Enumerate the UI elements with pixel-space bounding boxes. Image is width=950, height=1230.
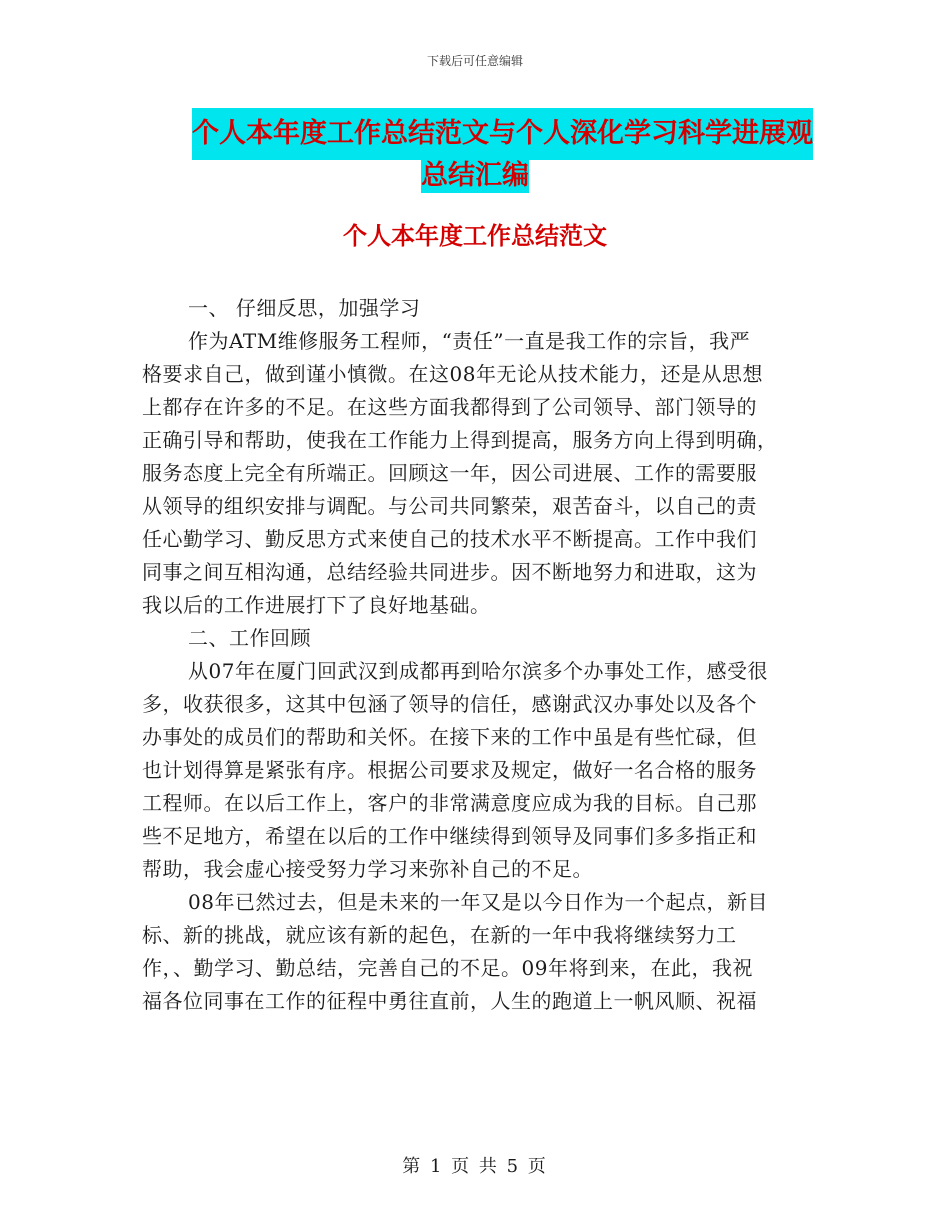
main-title-line2-wrap [0, 152, 950, 200]
paragraph-line: 任心勤学习、勤反思方式来使自己的技术水平不断提高。工作中我们 [142, 527, 757, 551]
paragraph-line: 格要求自己，做到谨小慎微。在这08年无论从技术能力，还是从思想 [142, 362, 763, 386]
paragraph-line: 从领导的组织安排与调配。与公司共同繁荣，艰苦奋斗，以自己的责 [142, 494, 757, 518]
header-note: 下载后可任意编辑 [426, 54, 523, 68]
paragraph-line: 多，收获很多，这其中包涵了领导的信任，感谢武汉办事处以及各个 [142, 692, 757, 716]
paragraph-line: 作为ATM维修服务工程师，“责任”一直是我工作的宗旨，我严 [188, 329, 751, 353]
paragraph-line: 正确引导和帮助，使我在工作能力上得到提高，服务方向上得到明确， [142, 428, 778, 452]
paragraph-line: 帮助，我会虚心接受努力学习来弥补自己的不足。 [142, 857, 593, 881]
paragraph-line: 标、新的挑战，就应该有新的起色，在新的一年中我将继续努力工 [142, 923, 737, 947]
paragraph-line: 从07年在厦门回武汉到成都再到哈尔滨多个办事处工作，感受很 [188, 659, 768, 683]
main-title-line2: 总结汇编 [421, 160, 529, 191]
paragraph-line: 办事处的成员们的帮助和关怀。在接下来的工作中虽是有些忙碌，但 [142, 725, 757, 749]
heading-2: 二、工作回顾 [188, 626, 311, 650]
paragraph-line: 些不足地方，希望在以后的工作中继续得到领导及同事们多多指正和 [142, 824, 757, 848]
paragraph-line: 作，、勤学习、勤总结，完善自己的不足。09年将到来，在此，我祝 [142, 956, 753, 980]
main-title-line1: 个人本年度工作总结范文与个人深化学习科学进展观 [192, 108, 813, 160]
section-title: 个人本年度工作总结范文 [343, 222, 607, 250]
heading-1: 一、 仔细反思，加强学习 [188, 296, 421, 320]
paragraph-line: 上都存在许多的不足。在这些方面我都得到了公司领导、部门领导的 [142, 395, 757, 419]
page-footer: 第 1 页 共 5 页 [402, 1156, 548, 1177]
paragraph-line: 我以后的工作进展打下了良好地基础。 [142, 593, 491, 617]
paragraph-line: 同事之间互相沟通，总结经验共同进步。因不断地努力和进取，这为 [142, 560, 757, 584]
paragraph-line: 08年已然过去，但是未来的一年又是以今日作为一个起点，新目 [188, 890, 768, 914]
paragraph-line: 也计划得算是紧张有序。根据公司要求及规定，做好一名合格的服务 [142, 758, 757, 782]
paragraph-line: 工程师。在以后工作上，客户的非常满意度应成为我的目标。自己那 [142, 791, 757, 815]
paragraph-line: 服务态度上完全有所端正。回顾这一年，因公司进展、工作的需要服 [142, 461, 757, 485]
body-text [142, 292, 802, 1018]
paragraph-line: 福各位同事在工作的征程中勇往直前，人生的跑道上一帆风顺、祝福 [142, 989, 757, 1013]
